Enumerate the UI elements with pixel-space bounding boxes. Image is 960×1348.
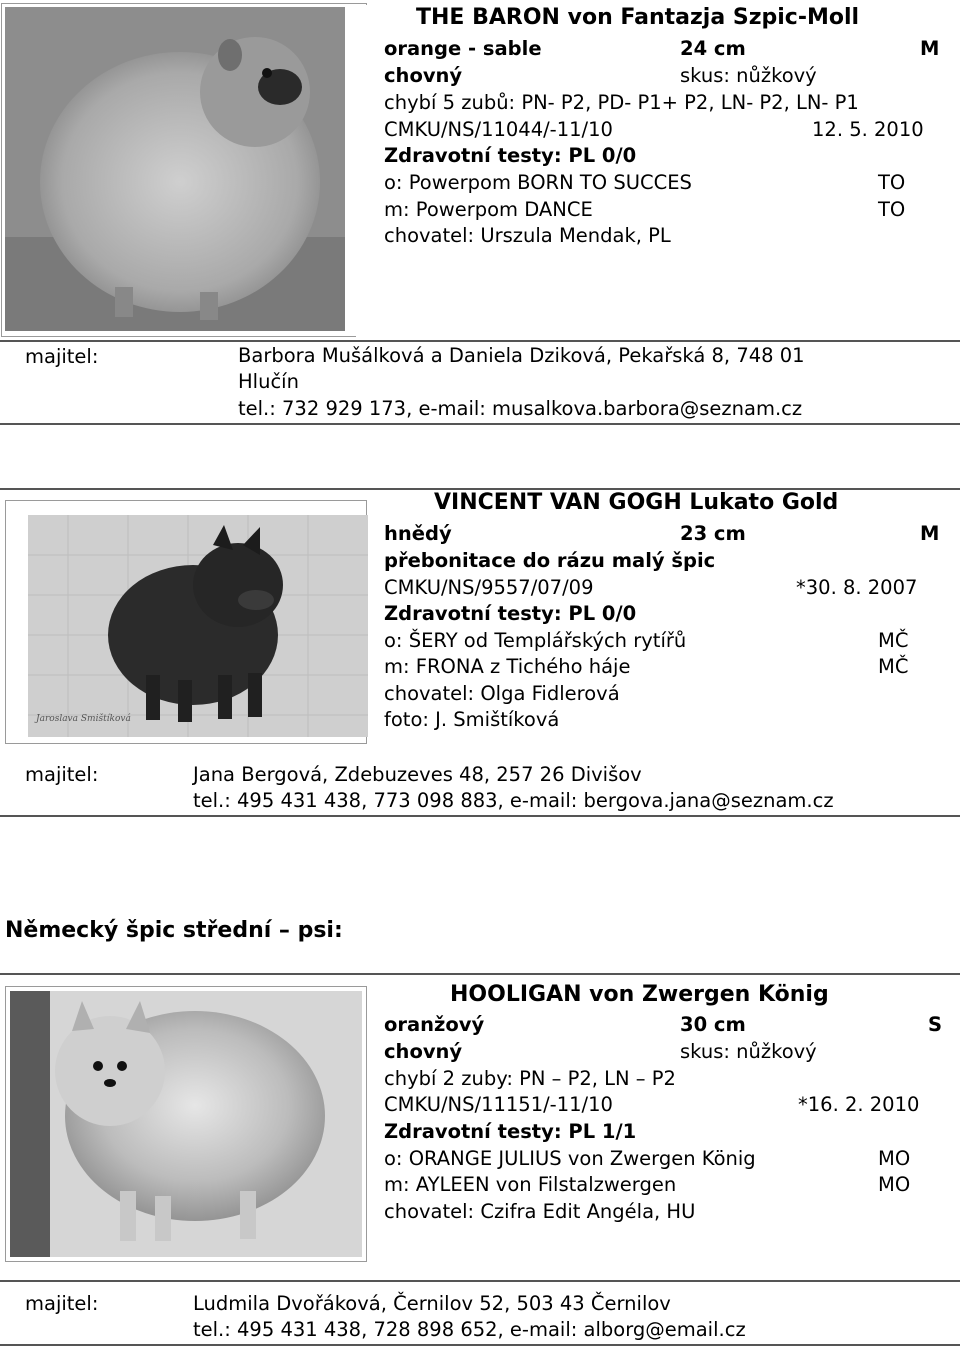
dog3-sex: S — [928, 1013, 943, 1036]
dog1-father-title: TO — [878, 171, 906, 194]
dog1-owner-line3: tel.: 732 929 173, e-mail: musalkova.barbora@seznam.cz — [238, 397, 803, 420]
dog3-height: 30 cm — [680, 1013, 746, 1036]
dog1-breeder: chovatel: Urszula Mendak, PL — [384, 224, 671, 247]
dog1-height: 24 cm — [680, 37, 746, 60]
dog1-sex: M — [920, 37, 940, 60]
dog2-photo-image — [28, 515, 368, 737]
dog2-mother-title: MČ — [878, 655, 909, 678]
dog1-photo-border — [356, 5, 368, 337]
dog2-color: hnědý — [384, 522, 452, 545]
dog1-father: o: Powerpom BORN TO SUCCES — [384, 171, 692, 194]
dog3-divider-mid — [0, 1280, 960, 1282]
dog2-father: o: ŠERY od Templářských rytířů — [384, 629, 687, 652]
dog2-note: přebonitace do rázu malý špic — [384, 549, 716, 572]
dog1-color: orange - sable — [384, 37, 542, 60]
dog3-father: o: ORANGE JULIUS von Zwergen König — [384, 1147, 756, 1170]
dog2-photo — [5, 500, 367, 744]
dog2-father-title: MČ — [878, 629, 909, 652]
dog1-photo-image — [5, 7, 345, 331]
dog3-father-title: MO — [878, 1147, 911, 1170]
dog3-birth: *16. 2. 2010 — [798, 1093, 920, 1116]
dog1-name: THE BARON von Fantazja Szpic-Moll — [416, 5, 860, 30]
dog3-owner-line2: tel.: 495 431 438, 728 898 652, e-mail: alborg@email.cz — [193, 1318, 746, 1341]
dog3-bite: skus: nůžkový — [680, 1040, 817, 1063]
dog3-photo-image — [10, 991, 362, 1257]
dog2-sex: M — [920, 522, 940, 545]
dog3-photo — [5, 986, 367, 1262]
dog1-status: chovný — [384, 64, 463, 87]
dog1-teeth: chybí 5 zubů: PN- P2, PD- P1+ P2, LN- P2, LN- P1 — [384, 91, 859, 114]
dog3-name: HOOLIGAN von Zwergen König — [450, 982, 829, 1007]
dog1-mother-title: TO — [878, 198, 906, 221]
dog1-mother: m: Powerpom DANCE — [384, 198, 593, 221]
dog3-divider-top — [0, 973, 960, 975]
dog1-owner-label: majitel: — [25, 345, 99, 368]
dog3-status: chovný — [384, 1040, 463, 1063]
dog3-reg: CMKU/NS/11151/-11/10 — [384, 1093, 613, 1116]
dog1-birth: 12. 5. 2010 — [812, 118, 924, 141]
dog2-owner-label: majitel: — [25, 763, 99, 786]
dog3-teeth: chybí 2 zuby: PN – P2, LN – P2 — [384, 1067, 676, 1090]
dog2-mother: m: FRONA z Tichého háje — [384, 655, 631, 678]
dog3-mother: m: AYLEEN von Filstalzwergen — [384, 1173, 677, 1196]
dog2-owner-line2: tel.: 495 431 438, 773 098 883, e-mail: bergova.jana@seznam.cz — [193, 789, 834, 812]
dog2-health: Zdravotní testy: PL 0/0 — [384, 602, 637, 625]
dog2-photo-watermark: Jaroslava Smištíková — [36, 714, 131, 724]
dog1-owner-line1: Barbora Mušálková a Daniela Dziková, Pekařská 8, 748 01 — [238, 344, 805, 367]
dog3-color: oranžový — [384, 1013, 485, 1036]
dog3-divider-bottom — [0, 1344, 960, 1346]
dog2-height: 23 cm — [680, 522, 746, 545]
dog3-owner-label: majitel: — [25, 1292, 99, 1315]
dog1-bite: skus: nůžkový — [680, 64, 817, 87]
dog1-reg: CMKU/NS/11044/-11/10 — [384, 118, 613, 141]
dog1-health: Zdravotní testy: PL 0/0 — [384, 144, 637, 167]
dog1-divider-top — [0, 340, 960, 342]
section-heading: Německý špic střední – psi: — [5, 918, 343, 943]
dog2-reg: CMKU/NS/9557/07/09 — [384, 576, 594, 599]
dog1-owner-line2: Hlučín — [238, 370, 299, 393]
dog3-owner-line1: Ludmila Dvořáková, Černilov 52, 503 43 Černilov — [193, 1292, 671, 1315]
dog2-divider-bottom — [0, 815, 960, 817]
dog1-divider-bottom — [0, 423, 960, 425]
dog1-photo — [1, 3, 367, 337]
dog3-health: Zdravotní testy: PL 1/1 — [384, 1120, 637, 1143]
dog2-owner-line1: Jana Bergová, Zdebuzeves 48, 257 26 Divišov — [193, 763, 642, 786]
dog2-breeder: chovatel: Olga Fidlerová — [384, 682, 620, 705]
dog2-birth: *30. 8. 2007 — [796, 576, 918, 599]
dog3-breeder: chovatel: Czifra Edit Angéla, HU — [384, 1200, 696, 1223]
dog2-name: VINCENT VAN GOGH Lukato Gold — [434, 490, 839, 515]
dog2-photo-credit: foto: J. Smištíková — [384, 708, 560, 731]
dog3-mother-title: MO — [878, 1173, 911, 1196]
